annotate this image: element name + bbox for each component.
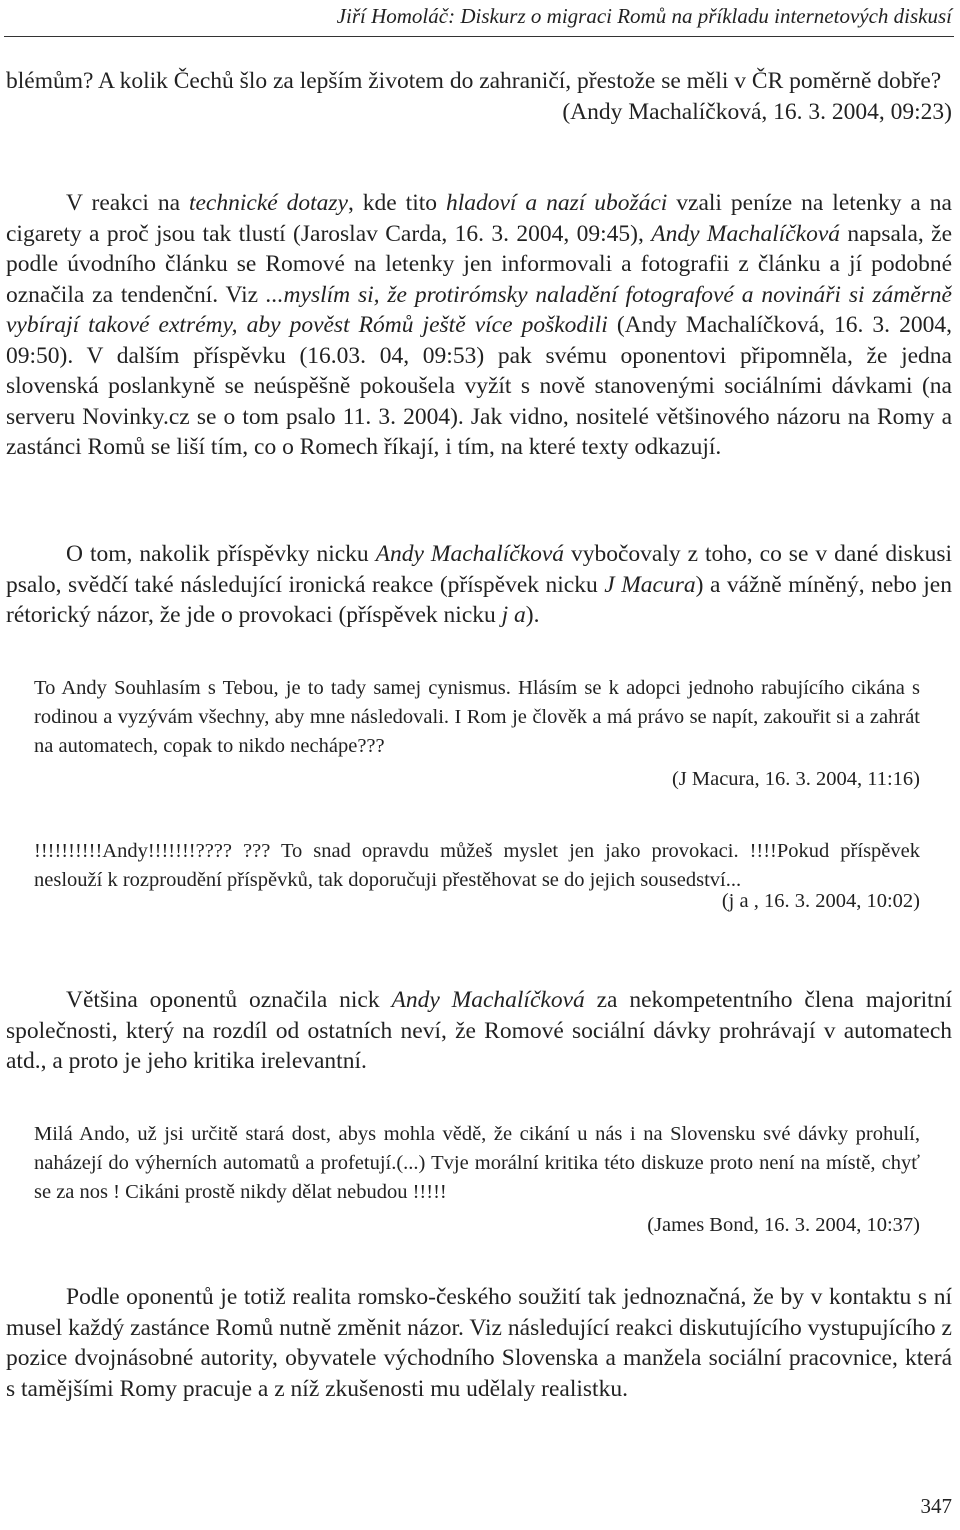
continued-quote-attribution: (Andy Machalíčková, 16. 3. 2004, 09:23) [562,98,952,125]
paragraph-2-text: O tom, nakolik příspěvky nicku Andy Machalíčková vybočovaly z toho, co se v dané diskusi psalo, svědčí také následující ironická reakce (příspěvek nicku J Macura) a vážně míněný, nebo jen rétorický názor, že jde o provokaci (příspěvek nicku j a). [6,541,952,628]
continued-quote-block [6,66,952,127]
paragraph-1 [6,188,952,463]
quote-3-attribution: (James Bond, 16. 3. 2004, 10:37) [647,1214,920,1236]
paragraph-3 [6,985,952,1077]
quote-3-text: Milá Ando, už jsi určitě stará dost, abys mohla vědě, že cikání u nás i na Slovensku své dávky prohulí, naházejí do výherních automatů a profetují.(...) Tvje morální kritika této diskuze proto není na místě, chyť se za nos ! Cikáni prostě nikdy dělat nebudou !!!!! [34,1123,920,1203]
paragraph-4-text: Podle oponentů je totiž realita romsko-českého soužití tak jednoznačná, že by v kontaktu s ní musel každý zastánce Romů nutně změnit názor. Viz následující reakci diskutujícího vystupujícího z pozice dvojnásobné autority, obyvatele východního Slovenska a manžela sociální pracovnice, která s tamějšími Romy pracuje a z níž zkušenosti mu udělaly realistku. [6,1284,952,1402]
quote-1-text: To Andy Souhlasím s Tebou, je to tady samej cynismus. Hlásím se k adopci jednoho rabujícího cikána s rodinou a vyzývám všechny, aby mne následovali. I Rom je člověk a má právo se napít, zakouřit si a zahrát na automatech, copak to nikdo nechápe??? [34,677,920,757]
header-rule [4,36,954,37]
paragraph-4 [6,1282,952,1404]
quote-3 [34,1120,920,1240]
running-head: Jiří Homoláč: Diskurz o migraci Romů na příkladu internetových diskusí [336,4,952,28]
quote-2-text: !!!!!!!!!!Andy!!!!!!!???? ??? To snad opravdu můžeš myslet jen jako provokaci. !!!!Pokud příspěvek neslouží k rozproudění příspěvků, tak doporučuji přestěhovat se do jejich sousedství... [34,840,920,891]
paragraph-3-text: Většina oponentů označila nick Andy Machalíčková za nekompetentního člena majoritní společnosti, který na rozdíl od ostatních neví, že Romové sociální dávky prohrávají v automatech atd., a proto je jeho kritika irelevantní. [6,987,952,1074]
quote-1-attribution: (J Macura, 16. 3. 2004, 11:16) [671,768,920,790]
continued-quote-text: blémům? A kolik Čechů šlo za lepším životem do zahraničí, přestože se měli v ČR poměrně dobře? [6,68,942,94]
quote-2 [34,837,920,916]
paragraph-2 [6,539,952,631]
quote-1 [34,674,920,794]
quote-2-attribution: (j a , 16. 3. 2004, 10:02) [721,890,920,912]
page-number: 347 [920,1494,952,1518]
paragraph-1-text: V reakci na technické dotazy, kde tito hladoví a nazí ubožáci vzali peníze na letenky a na cigarety a proč jsou tak tlustí (Jaroslav Carda, 16. 3. 2004, 09:45), Andy Machalíčková napsala, že podle úvodního článku se Romové na letenky jen informovali a fotografii z článku a jí podobné označila za tendenční. Viz ...myslím si, že protirómsky naladění fotografové a novináři si záměrně vybírají takové extrémy, aby pověst Rómů ještě více poškodili (Andy Machalíčková, 16. 3. 2004, 09:50). V dalším příspěvku (16.03. 04, 09:53) pak svému oponentovi připomněla, že jedna slovenská poslankyně se neúspěšně pokoušela vyžít s nově stanovenými sociálními dávkami (na serveru Novinky.cz se o tom psalo 11. 3. 2004). Jak vidno, nositelé většinového názoru na Romy a zastánci Romů se liší tím, co o Romech říkají, i tím, na které texty odkazují. [6,190,953,460]
